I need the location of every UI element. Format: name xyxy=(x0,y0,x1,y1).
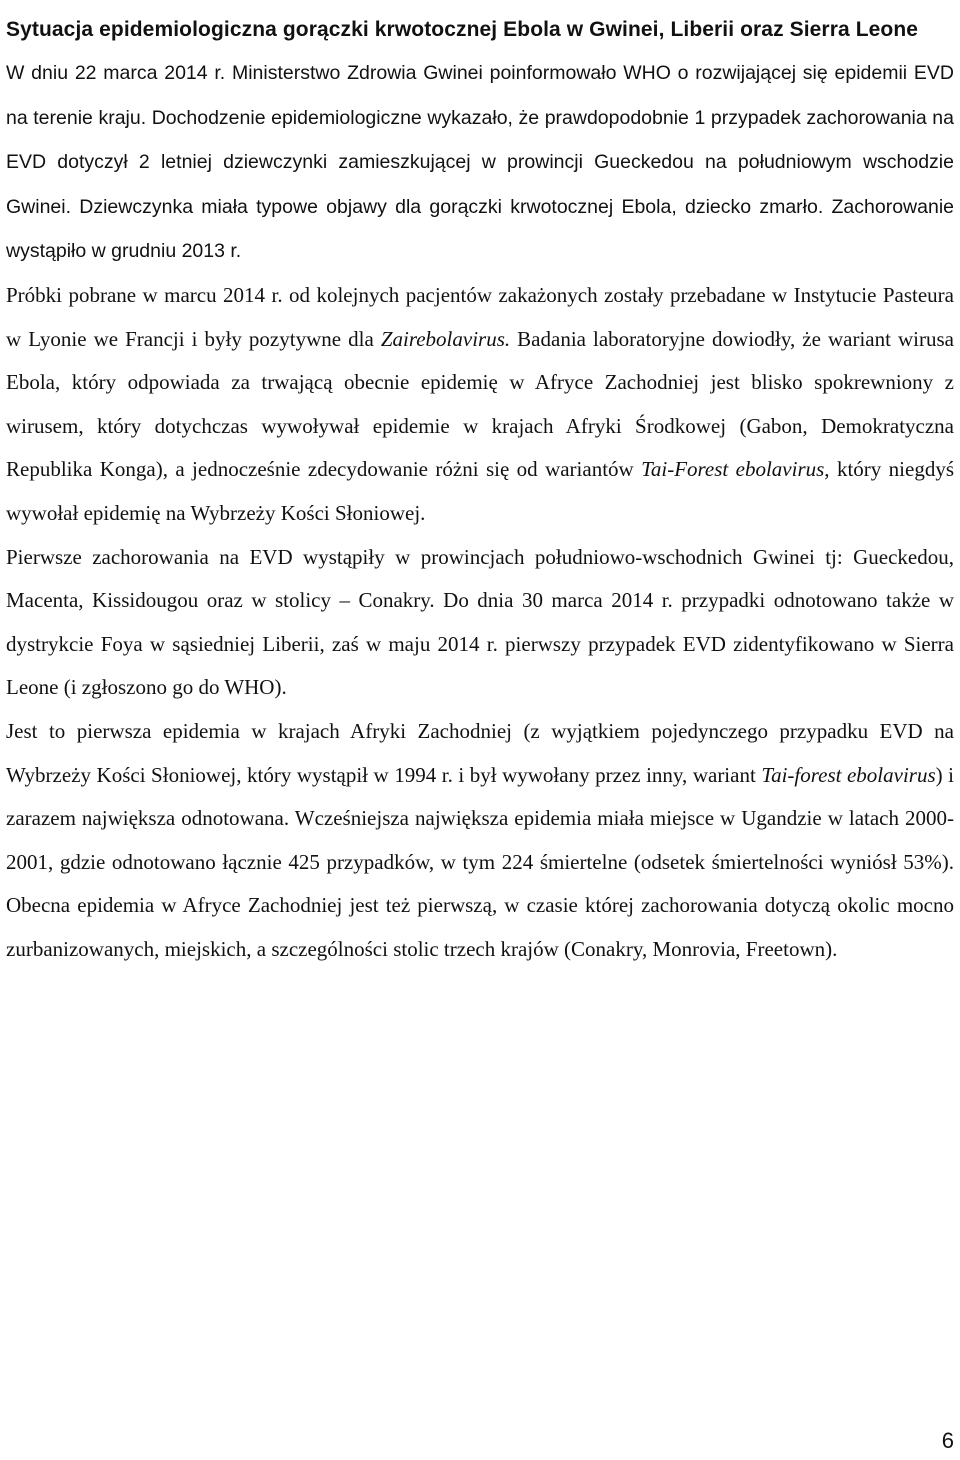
paragraph-text: Dochodzenie epidemiologiczne wykazało, że prawdopodobnie 1 przypadek zachorowania na EVD dotyczył 2 letniej dziewczynki zamieszkującej w prowincji Gueckedou na południowym wschodzie Gwinei. Dziewczynka miała typowe objawy dla gorączki krwotocznej Ebola, dziecko zmarło. Zachorowanie wystąpiło w grudniu 2013 r. xyxy=(6,106,954,263)
page-number: 6 xyxy=(941,1428,954,1453)
virus-name-italic: Tai-Forest ebolavirus xyxy=(641,457,825,482)
paragraph-text: Badania laboratoryjne dowiodły, że wariant wirusa Ebola, który odpowiada za trwającą obecnie epidemię w Afryce Zachodniej jest blisko spokrewniony z wirusem, który dotychczas wywoływał epidemie w krajach Afryki Środkowej (Gabon, Demokratyczna Republika Konga), a jednocześnie zdecydowanie różni się od wariantów xyxy=(6,326,954,482)
paragraph-epidemic-scale xyxy=(6,710,954,972)
paragraph-text: Wcześniejsza największa epidemia miała miejsce w Ugandzie w latach 2000-2001, gdzie odnotowano łącznie 425 przypadków, w tym 224 śmiertelne (odsetek śmiertelności wyniósł 53%). Obecna epidemia w Afryce Zachodniej jest też pierwszą, w czasie której zachorowania dotyczą okolic mocno zurbanizowanych, miejskich, a szczególności stolic trzech krajów (Conakry, Monrovia, Freetown). xyxy=(6,806,954,961)
paragraph-text: , który niegdyś wywołał epidemię na Wybrzeży Kości Słoniowej. xyxy=(6,457,954,525)
virus-name-italic: Tai-forest ebolavirus xyxy=(761,762,936,787)
paragraph-text: W dniu 22 marca 2014 r. Ministerstwo Zdrowia Gwinei poinformowało WHO o rozwijającej się epidemii EVD na terenie kraju. xyxy=(6,62,954,129)
paragraph-text: ) i zarazem największa odnotowana. xyxy=(6,762,955,831)
paragraph-spread xyxy=(6,536,954,710)
paragraph-laboratory-tests xyxy=(6,274,954,536)
paragraph-text: Jest to pierwsza epidemia w krajach Afryki Zachodniej (z wyjątkiem pojedynczego przypadku EVD na Wybrzeży Kości Słoniowej, który wystąpił w 1994 r. i był wywołany przez inny, wariant xyxy=(6,718,954,787)
document-page xyxy=(6,8,954,971)
paragraph-first-case xyxy=(6,51,954,274)
paragraph-text: Próbki pobrane w marcu 2014 r. od kolejnych pacjentów zakażonych zostały przebadane w Instytucie Pasteura w Lyonie we Francji i były pozytywne dla xyxy=(6,282,954,351)
paragraph-text: Pierwsze zachorowania na EVD wystąpiły w prowincjach południowo-wschodnich Gwinei tj: Gueckedou, Macenta, Kissidougou oraz w stolicy – Conakry. Do dnia 30 marca 2014 r. przypadki odnotowano także w dystrykcie Foya w sąsiedniej Liberii, zaś w maju 2014 r. pierwszy przypadek EVD zidentyfikowano w Sierra Leone (i zgłoszono go do WHO). xyxy=(6,544,954,700)
document-title: Sytuacja epidemiologiczna gorączki krwotocznej Ebola w Gwinei, Liberii oraz Sierra Leone xyxy=(6,18,919,41)
virus-name-italic: Zairebolavirus. xyxy=(380,326,511,351)
